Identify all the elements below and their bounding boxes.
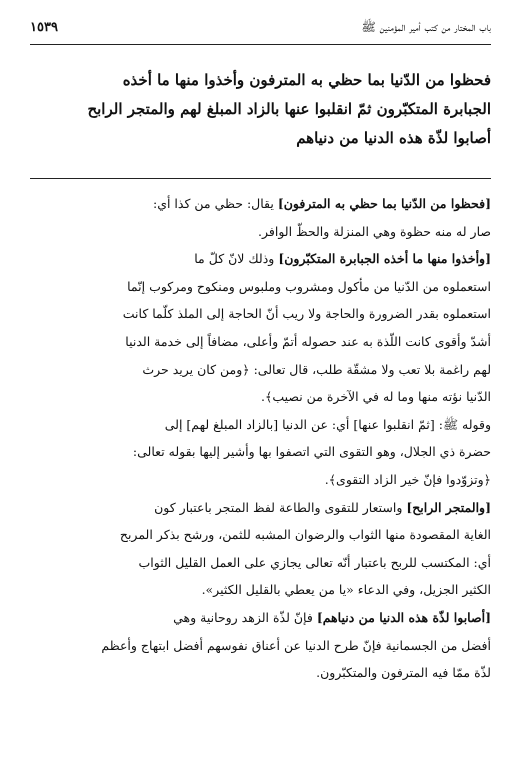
bold-lemma: [وأخذوا منها ما أخذه الجبابرة المتكبّرون] [278, 251, 491, 267]
commentary-text: الغاية المقصودة منها الثواب والرضوان المشبه للثمن، ورشح بذكر المربح [119, 527, 491, 543]
commentary-line [30, 576, 491, 604]
separator-rule [30, 178, 491, 179]
commentary-text: ﴿وتزوّدوا فإنّ خير الزاد التقوى﴾. [324, 471, 491, 487]
commentary-text: الكثير الجزيل، وفي الدعاء «يا من يعطي بالقليل الكثير». [201, 582, 491, 598]
commentary-text: أي: المكتسب للربح باعتبار أنّه تعالى يجازي على العمل القليل الثواب [138, 554, 491, 570]
commentary-text: واستعار للتقوى والطاعة لفظ المتجر باعتبار كون [154, 499, 407, 515]
commentary-line [30, 273, 491, 301]
commentary-line [30, 411, 491, 439]
page-number: ١٥٣٩ [30, 20, 58, 35]
commentary-line [30, 190, 491, 218]
running-header [30, 20, 491, 42]
commentary-line [30, 632, 491, 660]
commentary-line [30, 438, 491, 466]
commentary-line [30, 604, 491, 632]
commentary-text: استعملوه بقدر الضرورة والحاجة ولا ريب أنّ الحاجة إلى الملذ كلّما كانت [122, 306, 491, 322]
bold-lemma: [أصابوا لذّة هذه الدنيا من دنياهم] [316, 609, 491, 625]
commentary-text: استعملوه من الدّنيا من مأكول ومشروب وملبوس ومنكوح ومركوب إنّما [127, 278, 491, 294]
commentary-line [30, 356, 491, 384]
bold-lemma: [فحظوا من الدّنيا بما حظي به المترفون] [277, 196, 491, 211]
main-text-line: الجبابرة المتكبّرون ثمّ انقلبوا عنها بالزاد المبلغ لهم والمتجر الرابح [87, 100, 491, 118]
commentary-line [30, 300, 491, 328]
commentary [30, 190, 491, 687]
commentary-text: الدّنيا نؤته منها وما له في الآخرة من نصيب﴾. [261, 389, 491, 405]
commentary-text: صار له منه حظوة وهي المنزلة والحظّ الوافر. [258, 223, 491, 239]
commentary-text: حضرة ذي الجلال، وهو التقوى التي اتصفوا بها وأشير إليها بقوله تعالى: [132, 444, 491, 460]
main-text-line: أصابوا لذّة هذه الدنيا من دنياهم [296, 129, 491, 147]
commentary-text: يقال: حظي من كذا أي: [152, 196, 278, 211]
commentary-line [30, 245, 491, 273]
commentary-line [30, 218, 491, 246]
commentary-text: وقوله ﷺ: [ثمّ انقلبوا عنها] أي: عن الدنيا [بالزاد المبلغ لهم] إلى [164, 416, 491, 432]
main-text [30, 66, 491, 153]
commentary-line [30, 328, 491, 356]
commentary-text: فإنّ لذّة الزهد روحانية وهي [173, 609, 317, 625]
commentary-text: أشدّ وأقوى كانت اللّذة به عند حصوله أتمّ وأعلى، مضافاً إلى خدمة الدنيا [125, 333, 491, 349]
commentary-line [30, 521, 491, 549]
commentary-text: وذلك لانّ كلّ ما [194, 251, 279, 267]
commentary-line [30, 466, 491, 494]
commentary-text: أفضل من الجسمانية فإنّ طرح الدنيا عن أعناق نفوسهم أفضل ابتهاج وأعظم [101, 637, 491, 653]
main-text-line: فحظوا من الدّنيا بما حظي به المترفون وأخذوا منها ما أخذه [122, 71, 491, 89]
header-rule [30, 44, 491, 45]
bold-lemma: [والمتجر الرابح] [406, 499, 491, 515]
commentary-line [30, 383, 491, 411]
commentary-line [30, 494, 491, 522]
commentary-line [30, 659, 491, 687]
header-title: باب المختار من كتب أمير المؤمنين ﷺ [361, 20, 491, 34]
commentary-line [30, 549, 491, 577]
commentary-text: لذّة ممّا فيه المترفون والمتكبّرون. [316, 665, 491, 681]
commentary-text: لهم راغمة بلا تعب ولا مشقّة طلب، قال تعالى: ﴿ومن كان يريد حرث [142, 361, 491, 377]
